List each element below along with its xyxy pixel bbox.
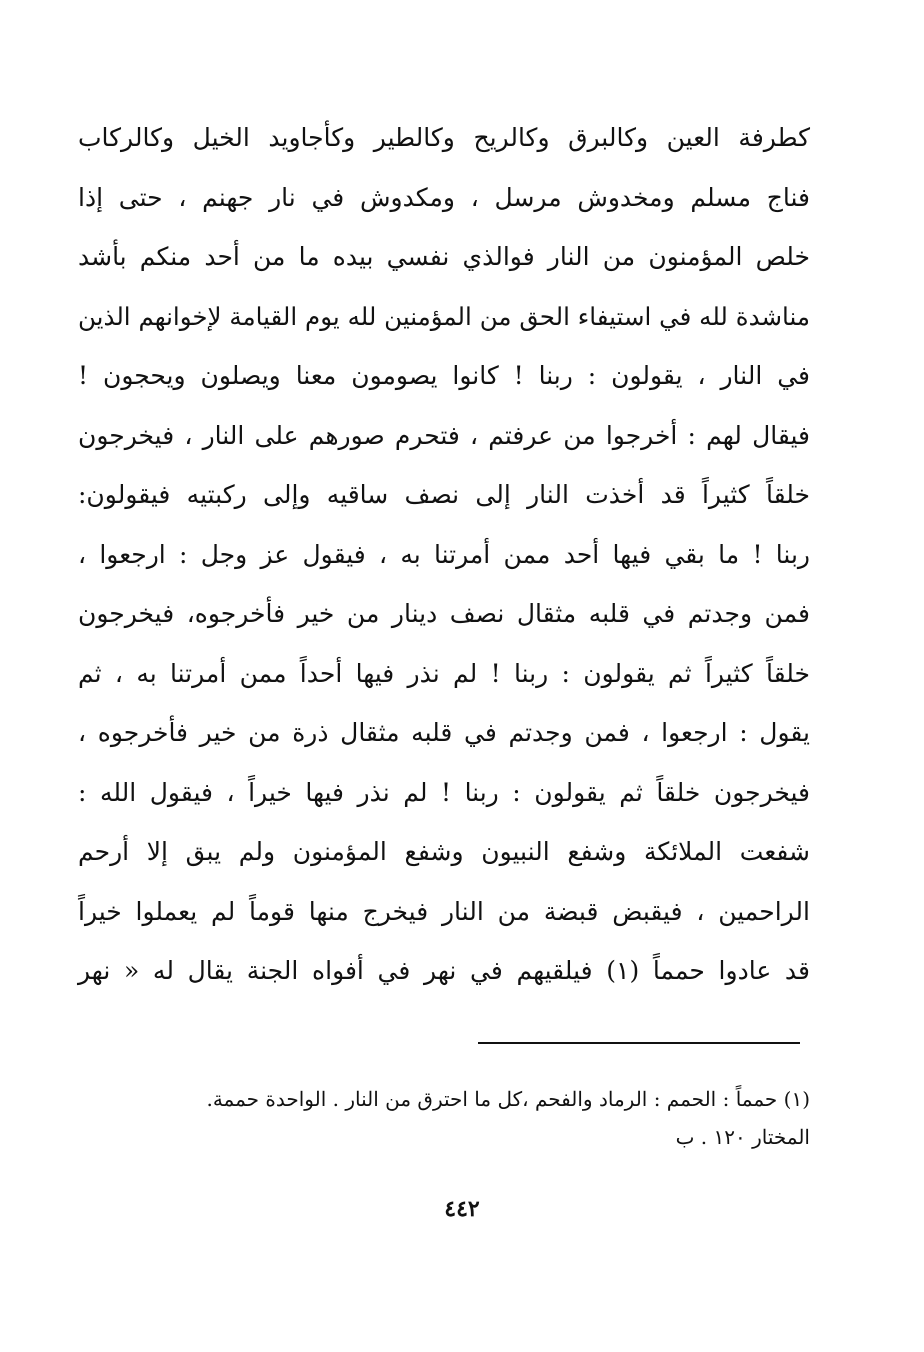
text-line: كطرفة العين وكالبرق وكالريح وكالطير وكأجاويد الخيل وكالركاب: [78, 123, 810, 152]
main-text: [78, 108, 810, 1001]
text-line: فيقال لهم : أخرجوا من عرفتم ، فتحرم صورهم على النار ، فيخرجون: [78, 420, 810, 450]
text-line: خلقاً كثيراً ثم يقولون : ربنا ! لم نذر فيها أحداً ممن أمرتنا به ، ثم: [78, 658, 810, 688]
text-line: خلقاً كثيراً قد أخذت النار إلى نصف ساقيه وإلى ركبتيه فيقولون:: [78, 480, 810, 509]
text-line: في النار ، يقولون : ربنا ! كانوا يصومون معنا ويصلون ويحجون !: [78, 361, 810, 390]
text-line: ربنا ! ما بقي فيها أحد ممن أمرتنا به ، فيقول عز وجل : ارجعوا ،: [78, 539, 810, 569]
text-line: خلص المؤمنون من النار فوالذي نفسي بيده ما من أحد منكم بأشد: [78, 242, 810, 271]
footnote-line: (١) حمماً : الحمم : الرماد والفحم ،كل ما احترق من النار . الواحدة حممة.: [206, 1087, 810, 1111]
text-line: فيخرجون خلقاً ثم يقولون : ربنا ! لم نذر فيها خيراً ، فيقول الله :: [78, 777, 810, 807]
footnote-line: المختار ١٢٠ . ب: [675, 1125, 810, 1149]
footnote: [90, 1080, 810, 1156]
footnote-divider: [478, 1042, 800, 1044]
text-line: الراحمين ، فيقبض قبضة من النار فيخرج منها قوماً لم يعملوا خيراً: [78, 896, 810, 926]
text-line: قد عادوا حمماً (١) فيلقيهم في نهر في أفواه الجنة يقال له « نهر: [78, 956, 810, 985]
text-line: فناج مسلم ومخدوش مرسل ، ومكدوش في نار جهنم ، حتى إذا: [78, 182, 810, 212]
page-number: ٤٤٢: [444, 1196, 480, 1222]
text-line: فمن وجدتم في قلبه مثقال نصف دينار من خير فأخرجوه، فيخرجون: [78, 599, 810, 628]
text-line: يقول : ارجعوا ، فمن وجدتم في قلبه مثقال ذرة من خير فأخرجوه ،: [78, 718, 810, 747]
text-line: شفعت الملائكة وشفع النبيون وشفع المؤمنون ولم يبق إلا أرحم: [78, 837, 810, 866]
text-line: مناشدة لله في استيفاء الحق من المؤمنين لله يوم القيامة لإخوانهم الذين: [78, 301, 810, 331]
